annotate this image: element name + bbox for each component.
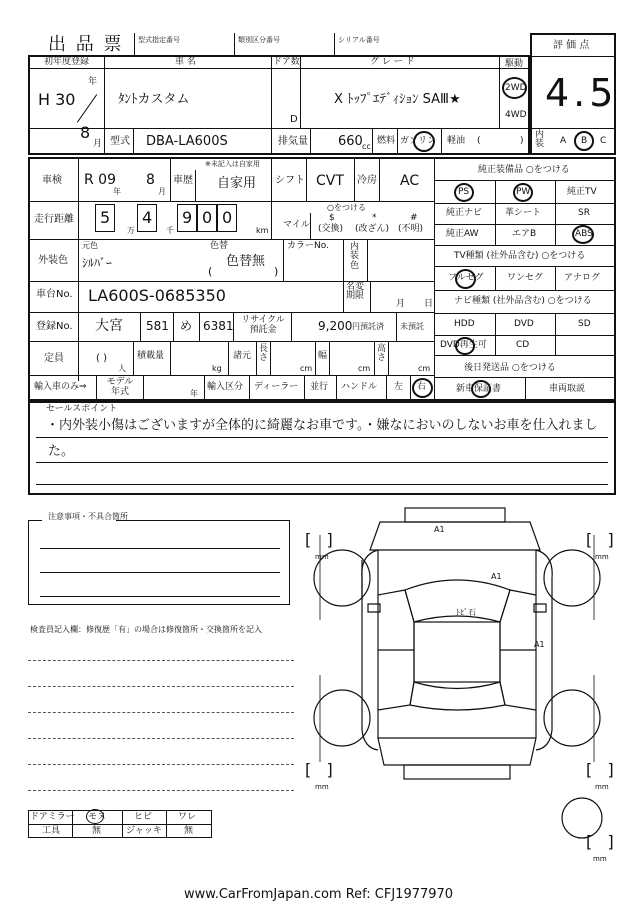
title-period-label: 名変期限 bbox=[346, 282, 365, 301]
page-title: 出 品 票 bbox=[48, 34, 124, 55]
r2-h4 bbox=[29, 312, 434, 313]
bracket-open-fr: [ bbox=[586, 530, 593, 549]
inspection-year-mark: 年 bbox=[113, 187, 121, 196]
r2-insp-v1 bbox=[170, 158, 171, 201]
mileage-unknown: (不明) bbox=[398, 224, 424, 234]
chassis-label: 車台No. bbox=[36, 289, 73, 300]
inspection-era: R 09 bbox=[84, 172, 116, 188]
drive-2wd-circle bbox=[502, 77, 527, 99]
bracket-open-spare: [ bbox=[586, 832, 593, 851]
tire-mm-rl: mm bbox=[315, 783, 329, 791]
length-cm: cm bbox=[300, 364, 313, 373]
damage-mark-front: A1 bbox=[434, 525, 445, 534]
model-name-value: ﾀﾝﾄカスタム bbox=[118, 92, 190, 107]
handle-right: 右 bbox=[417, 382, 427, 392]
eq-v2a bbox=[555, 180, 556, 245]
insp-line6 bbox=[28, 790, 294, 791]
docs-title: 後日発送品 ○をつける bbox=[464, 363, 556, 373]
sales-point-line2: た。 bbox=[48, 444, 75, 459]
r2-cp-v5 bbox=[270, 341, 271, 375]
fuel-paren-close: ) bbox=[520, 136, 524, 146]
title-period-month: 月 bbox=[396, 299, 406, 309]
fuel-gasoline-circle bbox=[413, 131, 435, 152]
orig-color-value: ｼﾙﾊﾞｰ bbox=[82, 256, 113, 270]
docs-warranty-circle bbox=[471, 380, 491, 398]
displacement-label: 排気量 bbox=[278, 136, 308, 147]
eq-v2b bbox=[555, 266, 556, 290]
color-no-label: カラーNo. bbox=[287, 241, 329, 251]
mileage-km: km bbox=[256, 226, 269, 235]
front-bumper bbox=[405, 508, 505, 522]
r1-v4 bbox=[499, 56, 500, 128]
first-reg-era: H 30 bbox=[38, 90, 76, 109]
repaint-label: 色替 bbox=[210, 241, 229, 251]
hdr-div1 bbox=[134, 33, 135, 55]
r2-c-v1 bbox=[283, 239, 284, 281]
mileage-digit-3: 9 bbox=[182, 208, 193, 227]
r2-insp-v2 bbox=[195, 170, 196, 201]
load-label: 積載量 bbox=[137, 351, 165, 361]
mileage-exchanged: (交換) bbox=[318, 224, 344, 234]
damage-mark-door: A1 bbox=[534, 640, 545, 649]
eq-h8 bbox=[435, 335, 615, 336]
caution-line1 bbox=[40, 548, 280, 549]
r2-cp-v6 bbox=[315, 341, 316, 375]
r1-v2 bbox=[271, 56, 272, 128]
type-designation-label: 型式指定番号 bbox=[138, 36, 180, 44]
tv-analog: アナログ bbox=[564, 273, 601, 283]
r2-im-v6 bbox=[336, 375, 337, 400]
hood bbox=[370, 522, 540, 550]
category-label: 類別区分番号 bbox=[238, 36, 280, 44]
inspection-label: 車検 bbox=[42, 175, 62, 186]
eq-h7 bbox=[435, 313, 615, 314]
equip-abs-circle bbox=[572, 225, 594, 244]
eq-h3 bbox=[435, 224, 615, 225]
model-code-label: 型式 bbox=[110, 136, 130, 147]
r2-h1 bbox=[29, 201, 434, 202]
color-label: 外装色 bbox=[38, 255, 68, 266]
mile-label: マイル bbox=[283, 220, 310, 230]
score-div2 bbox=[531, 128, 615, 129]
tire-mm-spare: mm bbox=[593, 855, 607, 863]
hdr-div2 bbox=[234, 33, 235, 55]
r2-c-v3 bbox=[367, 239, 368, 281]
doors-value: D bbox=[290, 114, 298, 125]
doors-label: ドア数 bbox=[273, 57, 300, 67]
length-label: 長さ bbox=[259, 344, 269, 363]
bracket-open-rl: [ bbox=[305, 760, 312, 779]
door-mirror-label: ドアミラー bbox=[30, 812, 75, 822]
door-mirror-circle bbox=[86, 809, 107, 824]
capacity-paren: ( ) bbox=[96, 353, 107, 364]
r2-h2 bbox=[29, 239, 434, 240]
score-div bbox=[531, 56, 615, 57]
r2-im-v4 bbox=[249, 375, 250, 400]
r1b-v3 bbox=[310, 128, 311, 154]
mileage-digit-5: 0 bbox=[222, 208, 233, 227]
r1-v3 bbox=[300, 56, 301, 128]
equip-ps-circle bbox=[454, 183, 474, 202]
interior-grade-c: C bbox=[600, 136, 607, 146]
recycle-unit: 円預託済 bbox=[352, 322, 384, 331]
score-value: 4.5 bbox=[545, 71, 618, 115]
mileage-digit-2: 4 bbox=[142, 208, 153, 227]
dims-label: 諸元 bbox=[233, 351, 252, 361]
equip-pw-circle bbox=[513, 183, 533, 202]
mileage-label: 走行距離 bbox=[34, 214, 74, 225]
drive-4wd: 4WD bbox=[505, 110, 527, 120]
r2-cp-v9 bbox=[388, 341, 389, 375]
mileage-digit-boxes bbox=[87, 204, 243, 232]
sales-point-line1: ・内外装小傷はございますが全体的に綺麗なお車です。・嫌なにおいのしないお車を仕入れまし bbox=[46, 418, 598, 433]
tools-label: 工具 bbox=[42, 826, 61, 836]
model-name-label: 車 名 bbox=[175, 57, 196, 67]
tv-fullseg: フルセグ bbox=[448, 273, 484, 283]
interior-grade-b: B bbox=[581, 136, 588, 146]
eq-h5 bbox=[435, 266, 615, 267]
first-reg-month-mark: 月 bbox=[93, 139, 103, 149]
r2-cp-v7 bbox=[329, 341, 330, 375]
first-reg-month: 8 bbox=[80, 123, 91, 142]
mileage-sen: 千 bbox=[166, 226, 174, 235]
chassis-value: LA600S-0685350 bbox=[88, 286, 226, 305]
r2-ch-v2 bbox=[370, 281, 371, 312]
docs-warranty: 新車保証書 bbox=[456, 384, 502, 394]
tire-bracket-fr bbox=[586, 532, 614, 548]
r2-im-v8 bbox=[410, 375, 411, 400]
drive-label: 駆動 bbox=[505, 59, 524, 69]
sp-line1 bbox=[36, 437, 608, 438]
orig-color-label: 元色 bbox=[82, 241, 98, 250]
mileage-dollar: $ bbox=[329, 213, 335, 223]
displacement-value: 660 bbox=[338, 134, 363, 149]
sp-line2 bbox=[36, 462, 608, 463]
equip-pw: PW bbox=[516, 187, 531, 197]
tire-mm-fl: mm bbox=[315, 553, 329, 561]
footer-ref: www.CarFromJapan.com Ref: CFJ1977970 bbox=[184, 887, 454, 902]
model-code-value: DBA-LA600S bbox=[146, 134, 228, 149]
hdr-div3 bbox=[334, 33, 335, 55]
height-label: 高さ bbox=[377, 344, 387, 363]
hibi-label: ヒビ bbox=[134, 812, 153, 822]
tv-type-title: TV種類 (社外品含む) ○をつける bbox=[454, 251, 586, 261]
r2-cp-v1 bbox=[133, 341, 134, 375]
r2-insp-v4 bbox=[306, 158, 307, 201]
inspection-month: 8 bbox=[146, 172, 155, 188]
handle-label: ハンドル bbox=[341, 382, 378, 392]
tire-bracket-rl bbox=[305, 762, 333, 778]
insp-line2 bbox=[28, 686, 294, 687]
r2-cp-v2 bbox=[170, 341, 171, 375]
shift-value: CVT bbox=[316, 173, 344, 189]
drive-2wd: 2WD bbox=[505, 83, 527, 93]
first-reg-label: 初年度登録 bbox=[44, 57, 90, 67]
door-mirror-value: モヌ bbox=[88, 812, 107, 822]
eq-v1b bbox=[495, 266, 496, 290]
history-label: 車歴 bbox=[173, 175, 193, 186]
r2-im-v7 bbox=[386, 375, 387, 400]
load-kg: kg bbox=[212, 364, 222, 373]
eq-v2c bbox=[555, 313, 556, 355]
navi-dvd: DVD bbox=[514, 319, 534, 329]
mileage-digit-1: 5 bbox=[100, 208, 111, 227]
insp-line1 bbox=[28, 660, 294, 661]
caution-top-r bbox=[116, 520, 290, 521]
r2-rg-v4 bbox=[233, 312, 234, 341]
sp-line3 bbox=[36, 484, 608, 485]
eq-h1 bbox=[435, 180, 615, 181]
equip-tv: 純正TV bbox=[567, 187, 597, 197]
caution-line2 bbox=[40, 572, 280, 573]
roof bbox=[414, 622, 500, 682]
eq-h4 bbox=[435, 245, 615, 246]
fuel-diesel: 軽油 bbox=[447, 136, 466, 146]
repaint-value: 色替無 bbox=[226, 254, 266, 269]
r2-im-v1 bbox=[96, 375, 97, 400]
capacity-person: 人 bbox=[118, 364, 126, 373]
interior-grade-a: A bbox=[560, 136, 567, 146]
r2-c-v2 bbox=[343, 239, 344, 281]
r2-rg-v6 bbox=[396, 312, 397, 341]
r1b-v4 bbox=[372, 128, 373, 154]
recycle-unpaid: 未預託 bbox=[400, 322, 424, 331]
interior-color-label: 内装色 bbox=[350, 242, 360, 271]
mileage-mark-note: ○をつける bbox=[327, 203, 366, 212]
fuel-label: 燃料 bbox=[377, 136, 396, 146]
rear-bumper bbox=[404, 765, 510, 779]
side-guides bbox=[320, 535, 594, 762]
interior-grade-b-circle bbox=[574, 131, 594, 151]
reg-num: 6381 bbox=[203, 319, 234, 333]
import-type-label: 輸入区分 bbox=[207, 382, 244, 392]
r1-v1 bbox=[104, 56, 105, 128]
bracket-close-rl: ] bbox=[326, 760, 333, 779]
damage-mark-hood: A1 bbox=[491, 572, 502, 581]
docs-manual: 車両取説 bbox=[549, 384, 586, 394]
tire-bracket-rr bbox=[586, 762, 614, 778]
r1b-v1 bbox=[133, 128, 134, 154]
mileage-man: 万 bbox=[127, 226, 135, 235]
eq-h2 bbox=[435, 203, 615, 204]
rear-hatch bbox=[378, 738, 536, 765]
import-parallel: 並行 bbox=[310, 382, 329, 392]
width-cm: cm bbox=[358, 364, 371, 373]
r2-rg-v1 bbox=[140, 312, 141, 341]
caution-top-l bbox=[28, 520, 42, 521]
r1b-v5 bbox=[397, 128, 398, 154]
r2-cp-v4 bbox=[256, 341, 257, 375]
navi-type-title: ナビ種類 (社外品含む) ○をつける bbox=[454, 296, 592, 306]
r2-rg-v2 bbox=[173, 312, 174, 341]
shift-label: シフト bbox=[275, 175, 305, 186]
eq-v1a bbox=[495, 180, 496, 245]
history-value: 自家用 bbox=[217, 176, 257, 191]
displacement-unit: cc bbox=[362, 142, 371, 151]
bracket-open-rr: [ bbox=[586, 760, 593, 779]
bracket-close-spare: ] bbox=[607, 832, 614, 851]
inspector-label: 検査員記入欄：修復歴「有」の場合は修復箇所・交換箇所を記入 bbox=[30, 625, 262, 634]
navi-dvd-play-circle bbox=[455, 337, 475, 355]
sales-point-box bbox=[28, 401, 616, 495]
r2-insp-v6 bbox=[379, 158, 380, 201]
r2-h6 bbox=[29, 375, 434, 376]
tire-bracket-spare bbox=[586, 834, 614, 850]
interior-grade-label: 内装 bbox=[535, 130, 545, 149]
repaint-paren-close: ) bbox=[274, 265, 279, 278]
r2-rg-v5 bbox=[291, 312, 292, 341]
inspection-month-mark: 月 bbox=[158, 187, 166, 196]
caution-box bbox=[28, 520, 290, 605]
fuel-paren-open: ( bbox=[477, 136, 481, 146]
grade-label: グ レ ー ド bbox=[370, 57, 415, 67]
tire-bracket-fl bbox=[305, 532, 333, 548]
damage-mark-roof: ﾄﾋﾞ石 bbox=[456, 608, 476, 617]
r2-insp-v5 bbox=[354, 158, 355, 201]
reg-kana: め bbox=[180, 319, 193, 333]
mileage-star: * bbox=[372, 213, 377, 223]
eq-h9 bbox=[435, 355, 615, 356]
r2-im-v2 bbox=[143, 375, 144, 400]
r2-h3 bbox=[29, 281, 434, 282]
bt-v2 bbox=[122, 810, 123, 838]
insp-line3 bbox=[28, 712, 294, 713]
r2-cp-v8 bbox=[374, 341, 375, 375]
equip-leather: 革シート bbox=[505, 208, 542, 218]
r1b-v2 bbox=[271, 128, 272, 154]
r2-ch-v1 bbox=[343, 281, 344, 312]
r2-m-v2 bbox=[310, 213, 311, 239]
bracket-close-fl: ] bbox=[326, 530, 333, 549]
capacity-label: 定員 bbox=[44, 353, 64, 364]
navi-hdd: HDD bbox=[454, 319, 475, 329]
bracket-close-fr: ] bbox=[607, 530, 614, 549]
equip-airbag: エアB bbox=[512, 229, 537, 239]
jack-label: ジャッキ bbox=[126, 826, 162, 836]
equip-abs: ABS bbox=[575, 229, 593, 239]
bt-h bbox=[28, 824, 212, 825]
equip-aw: 純正AW bbox=[446, 229, 479, 239]
bt-v3 bbox=[166, 810, 167, 838]
mileage-altered: (改ざん) bbox=[355, 224, 390, 234]
caution-line3 bbox=[40, 596, 280, 597]
ware-label: ワレ bbox=[178, 812, 197, 822]
reg-class: 581 bbox=[146, 319, 169, 333]
width-label: 幅 bbox=[318, 351, 328, 361]
tv-oneseg: ワンセグ bbox=[507, 273, 544, 283]
bracket-open-fl: [ bbox=[305, 530, 312, 549]
r2-vlabel bbox=[78, 158, 79, 381]
reg-no-label: 登録No. bbox=[36, 321, 73, 332]
serial-label: シリアル番号 bbox=[338, 36, 380, 44]
jack-value: 無 bbox=[184, 826, 194, 836]
r2-im-v3 bbox=[204, 375, 205, 400]
r1b-v0 bbox=[104, 128, 105, 154]
r1b-v6 bbox=[441, 128, 442, 154]
handle-right-circle bbox=[412, 378, 433, 398]
import-label: 輸入車のみ⇒ bbox=[34, 382, 87, 392]
r2-vmain bbox=[434, 158, 435, 400]
equip-sr: SR bbox=[578, 208, 590, 218]
ac-value: AC bbox=[400, 173, 420, 189]
navi-sd: SD bbox=[578, 319, 591, 329]
r2-m-v1 bbox=[271, 201, 272, 239]
insp-line5 bbox=[28, 764, 294, 765]
tire-mm-rr: mm bbox=[595, 783, 609, 791]
r2-cp-v3 bbox=[228, 341, 229, 375]
mileage-digit-4: 0 bbox=[202, 208, 213, 227]
model-year-label: モデル年式 bbox=[106, 377, 134, 397]
tools-value: 無 bbox=[92, 826, 102, 836]
repaint-paren-open: ( bbox=[208, 265, 213, 278]
fuel-gasoline: ガソリン bbox=[400, 136, 437, 146]
import-dealer: ディーラー bbox=[254, 382, 299, 392]
recycle-amount: 9,200 bbox=[318, 319, 353, 333]
equip-ps: PS bbox=[458, 187, 470, 197]
factory-equipment-title: 純正装備品 ○をつける bbox=[478, 165, 570, 175]
tv-fullseg-circle bbox=[455, 269, 476, 289]
eq-h6 bbox=[435, 290, 615, 291]
caution-label: 注意事項・不具合箇所 bbox=[48, 512, 128, 521]
eq-v1d bbox=[525, 377, 526, 400]
car-damage-diagram bbox=[300, 500, 620, 875]
eq-v1c bbox=[495, 313, 496, 355]
score-label: 評 価 点 bbox=[553, 40, 590, 51]
r2-im-v5 bbox=[304, 375, 305, 400]
reg-area: 大宮 bbox=[95, 318, 123, 334]
navi-dvd-play: DVD再生可 bbox=[440, 340, 487, 350]
grade-value: X ﾄｯﾌﾟｴﾃﾞｨｼｮﾝ SAⅢ★ bbox=[334, 92, 461, 107]
sales-point-label: セールスポイント bbox=[46, 404, 118, 414]
r2-rg-v3 bbox=[199, 312, 200, 341]
handle-left: 左 bbox=[394, 382, 404, 392]
equip-navi: 純正ナビ bbox=[446, 208, 483, 218]
first-reg-year-mark: 年 bbox=[88, 77, 98, 87]
recycle-label: リサイクル預託金 bbox=[241, 315, 285, 335]
bracket-close-rr: ] bbox=[607, 760, 614, 779]
r2-insp-v3 bbox=[271, 158, 272, 201]
mileage-hash: # bbox=[410, 213, 418, 223]
insp-line4 bbox=[28, 738, 294, 739]
title-period-day: 日 bbox=[424, 299, 434, 309]
unregistered-note: ※未記入は自家用 bbox=[205, 160, 260, 168]
height-cm: cm bbox=[418, 364, 431, 373]
rear-window bbox=[410, 682, 505, 710]
ac-label: 冷房 bbox=[357, 175, 377, 186]
model-year-mark: 年 bbox=[190, 389, 198, 398]
navi-cd: CD bbox=[516, 340, 530, 350]
tire-mm-fr: mm bbox=[595, 553, 609, 561]
